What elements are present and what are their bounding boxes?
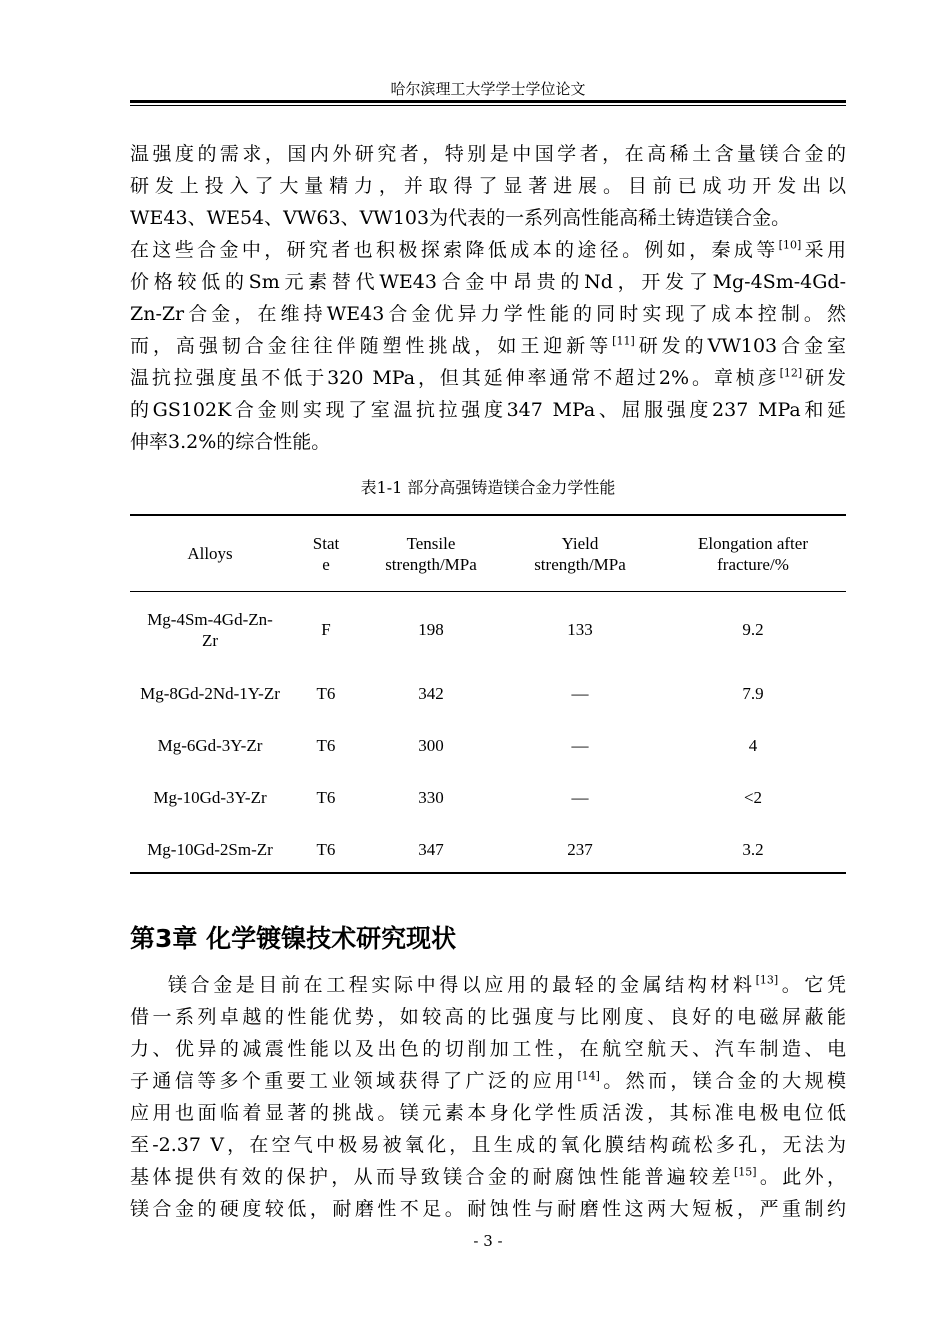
- text-line: 镁合金的硬度较低，耐磨性不足。耐蚀性与耐磨性这两大短板，严重制约: [130, 1198, 846, 1220]
- cell-elongation: <2: [743, 788, 763, 807]
- text-fragment: 采用: [801, 239, 846, 261]
- alloy-properties-table: [130, 516, 846, 876]
- text-fragment: 研发的VW103合金室: [634, 335, 847, 357]
- table-row: [130, 668, 846, 720]
- text-line: 研发上投入了大量精力，并取得了显著进展。目前已成功开发出以: [130, 175, 846, 197]
- text-line: 力、优异的减震性能以及出色的切削加工性，在航空航天、汽车制造、电: [130, 1038, 846, 1060]
- column-header-alloys: Alloys: [187, 544, 233, 563]
- table-row: [130, 720, 846, 772]
- text-line: 借一系列卓越的性能优势，如较高的比强度与比刚度、良好的电磁屏蔽能: [130, 1006, 846, 1028]
- text-fragment: 温抗拉强度虽不低于320 MPa，但其延伸率通常不超过2%。章桢彦: [130, 367, 780, 389]
- cell-tensile: 330: [418, 788, 444, 807]
- table-row: [130, 591, 846, 668]
- cell-state: T6: [316, 684, 336, 703]
- cell-tensile: 198: [418, 620, 444, 639]
- cell-state: F: [321, 620, 331, 639]
- table-caption: 表1-1 部分高强铸造镁合金力学性能: [360, 478, 616, 497]
- header-rule-thin: [130, 105, 846, 106]
- text-line: 的GS102K合金则实现了室温抗拉强度347 MPa、屈服强度237 MPa和延: [130, 399, 846, 421]
- text-line: Zn-Zr合金，在维持WE43合金优异力学性能的同时实现了成本控制。然: [130, 303, 846, 325]
- table-row: [130, 824, 846, 876]
- text-line: [130, 1065, 846, 1097]
- cell-elongation: 3.2: [742, 840, 764, 859]
- cell-elongation: 4: [748, 736, 758, 755]
- cell-tensile: 347: [418, 840, 444, 859]
- text-line: [130, 969, 846, 1001]
- column-header-yield: Yield strength/MPa: [534, 533, 626, 574]
- text-line: 伸率3.2%的综合性能。: [130, 431, 331, 453]
- cell-alloy: Mg-6Gd-3Y-Zr: [157, 736, 263, 755]
- cell-tensile: 342: [418, 684, 444, 703]
- citation-ref: [15]: [733, 1165, 757, 1179]
- text-line: 温强度的需求，国内外研究者，特别是中国学者，在高稀土含量镁合金的: [130, 143, 846, 165]
- cell-state: T6: [316, 788, 336, 807]
- text-fragment: 。它凭: [778, 974, 846, 996]
- text-fragment: 而，高强韧合金往往伴随塑性挑战，如王迎新等: [130, 335, 613, 357]
- text-line: 至-2.37 V，在空气中极易被氧化，且生成的氧化膜结构疏松多孔，无法为: [130, 1134, 846, 1156]
- header-rule-thick: [130, 100, 846, 103]
- citation-ref: [11]: [612, 334, 635, 348]
- citation-ref: [10]: [778, 238, 802, 252]
- cell-alloy: Mg-4Sm-4Gd-Zn- Zr: [147, 609, 273, 650]
- cell-yield: 133: [567, 620, 593, 639]
- text-fragment: 在这些合金中，研究者也积极探索降低成本的途径。例如，秦成等: [130, 239, 779, 261]
- running-header: 哈尔滨理工大学学士学位论文: [390, 80, 586, 98]
- text-line: 价格较低的Sm元素替代WE43合金中昂贵的Nd，开发了Mg-4Sm-4Gd-: [130, 271, 846, 293]
- paragraph-chapter3: [130, 969, 846, 1225]
- text-fragment: 研发: [802, 367, 846, 389]
- cell-elongation: 9.2: [742, 620, 764, 639]
- text-line: WE43、WE54、VW63、VW103为代表的一系列高性能高稀土铸造镁合金。: [130, 207, 791, 229]
- table-header-row: [130, 516, 846, 591]
- column-header-tensile: Tensile strength/MPa: [385, 533, 477, 574]
- cell-yield: —: [571, 736, 589, 755]
- citation-ref: [12]: [779, 366, 803, 380]
- cell-yield: —: [571, 684, 589, 703]
- cell-yield: —: [571, 788, 589, 807]
- cell-alloy: Mg-10Gd-2Sm-Zr: [147, 840, 273, 859]
- cell-elongation: 7.9: [742, 684, 764, 703]
- text-line: [130, 362, 846, 394]
- cell-state: T6: [316, 736, 336, 755]
- page-number: - 3 -: [473, 1232, 503, 1250]
- chapter-title: 第3章 化学镀镍技术研究现状: [130, 924, 457, 953]
- cell-alloy: Mg-10Gd-3Y-Zr: [153, 788, 267, 807]
- citation-ref: [13]: [755, 973, 779, 987]
- cell-tensile: 300: [418, 736, 444, 755]
- paragraph-intro: [130, 138, 846, 458]
- column-header-elongation: Elongation after fracture/%: [698, 533, 808, 574]
- column-header-state: Stat e: [312, 533, 340, 574]
- text-fragment: 。此外，: [756, 1166, 846, 1188]
- table-row: [130, 772, 846, 824]
- text-fragment: 基体提供有效的保护，从而导致镁合金的耐腐蚀性能普遍较差: [130, 1166, 734, 1188]
- cell-yield: 237: [567, 840, 593, 859]
- cell-alloy: Mg-8Gd-2Nd-1Y-Zr: [140, 684, 280, 703]
- text-line: 应用也面临着显著的挑战。镁元素本身化学性质活泼，其标准电极电位低: [130, 1102, 846, 1124]
- cell-state: T6: [316, 840, 336, 859]
- text-line: [130, 1161, 846, 1193]
- text-fragment: 镁合金是目前在工程实际中得以应用的最轻的金属结构材料: [168, 974, 756, 996]
- text-fragment: 子通信等多个重要工业领域获得了广泛的应用: [130, 1070, 578, 1092]
- citation-ref: [14]: [577, 1069, 600, 1083]
- text-line: [130, 330, 846, 362]
- text-fragment: 。然而，镁合金的大规模: [599, 1070, 846, 1092]
- text-line: [130, 234, 846, 266]
